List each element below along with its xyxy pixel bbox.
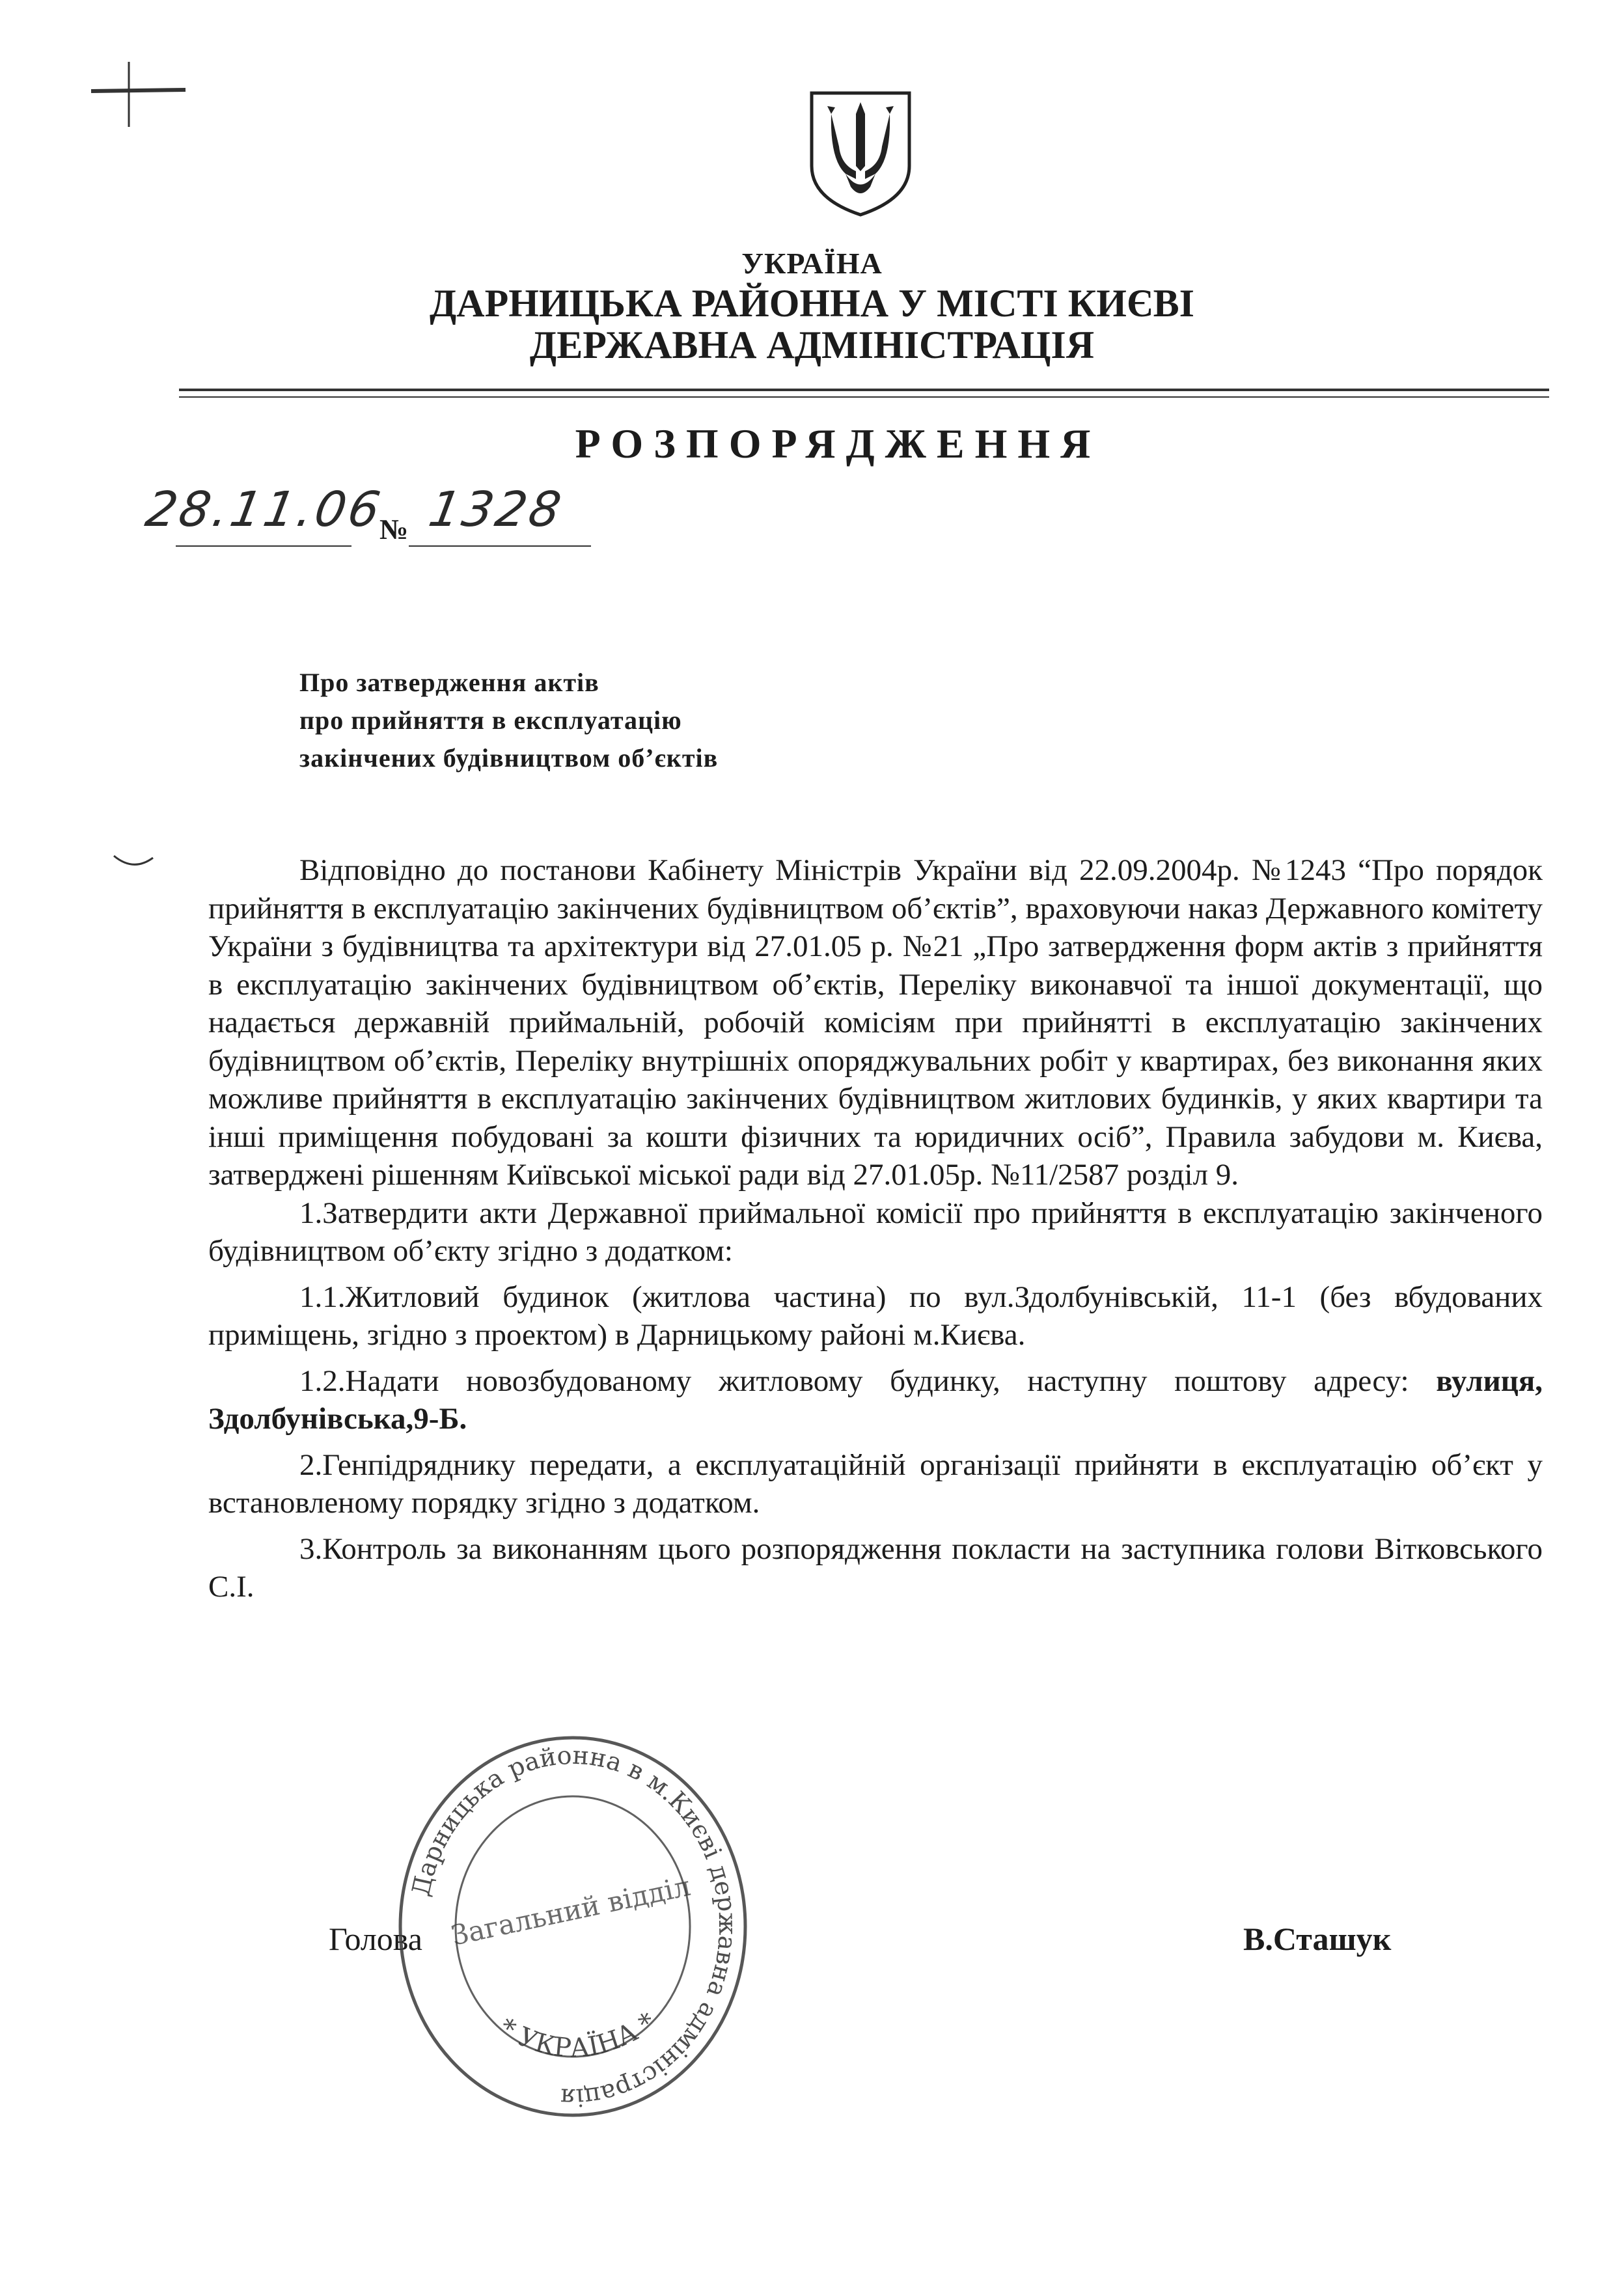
header-divider-thick bbox=[179, 389, 1549, 391]
subject-block bbox=[299, 664, 718, 777]
date-underline bbox=[176, 545, 351, 547]
item-1-2-paragraph bbox=[208, 1362, 1543, 1438]
stamp-inner-text: Загальний відділ bbox=[448, 1869, 694, 1952]
document-body bbox=[208, 851, 1543, 1606]
item-2-paragraph: 2.Генпідряднику передати, а експлуатаційній організації прийняти в експлуатацію об’єкт у встановленому порядку згідно з додатком. bbox=[208, 1447, 1543, 1520]
item-3-paragraph: 3.Контроль за виконанням цього розпорядження покласти на заступника голови Вітковського С.І. bbox=[208, 1531, 1543, 1604]
header-divider-thin bbox=[179, 396, 1549, 398]
preamble-paragraph: Відповідно до постанови Кабінету Міністрів України від 22.09.2004р. №1243 “Про порядок прийняття в експлуатацію закінчених будівництвом об’єктів”, враховуючи наказ Державного комітету України з будівництва та архітектури від 27.01.05 р. №21 „Про затвердження форм актів з прийняття в експлуатацію закінчених будівництвом об’єктів, Переліку виконавчої та іншої документації, що надається державній приймальній, робочій комісіям при прийнятті в експлуатацію закінчених будівництвом об’єктів, Переліку внутрішніх опоряджувальних робіт у квартирах, без виконання яких можливе прийняття в експлуатацію закінчених будівництвом житлових будинків, у яких квартири та інші приміщення побудовані за кошти фізичних та юридичних осіб”, Правила забудови м. Києва, затверджені рішенням Київської міської ради від 27.01.05р. №11/2587 розділ 9. bbox=[208, 853, 1543, 1192]
stamp-outer-text: Дарницька районна в м.Києві державна адміністрація bbox=[406, 1740, 743, 2113]
country-title: УКРАЇНА bbox=[741, 247, 883, 280]
organization-line-2: ДЕРЖАВНА АДМІНІСТРАЦІЯ bbox=[529, 323, 1095, 366]
signer-title: Голова bbox=[329, 1921, 422, 1957]
handwritten-date: 28.11.06 bbox=[141, 482, 387, 538]
number-label: № bbox=[379, 514, 409, 545]
item-1-1-paragraph: 1.1.Житловий будинок (житлова частина) по вул.Здолбунівській, 11-1 (без вбудованих приміщень, згідно з проектом) в Дарницькому районі м.Києва. bbox=[208, 1280, 1543, 1352]
official-stamp bbox=[391, 1725, 755, 2128]
stamp-bottom-text: * УКРАЇНА * bbox=[494, 2007, 661, 2064]
number-underline bbox=[409, 545, 591, 547]
signer-name: В.Сташук bbox=[1243, 1921, 1392, 1957]
subject-line: про прийняття в експлуатацію bbox=[299, 706, 682, 735]
item-1-2-text: 1.2.Надати новозбудованому житловому будинку, наступну поштову адресу: bbox=[299, 1364, 1437, 1398]
item-1-paragraph: 1.Затвердити акти Державної приймальної комісії про прийняття в експлуатацію закінченого будівництвом об’єкту згідно з додатком: bbox=[208, 1196, 1543, 1268]
trident-crest-icon bbox=[805, 88, 916, 218]
subject-line: закінчених будівництвом об’єктів bbox=[299, 743, 719, 773]
handwritten-number: 1328 bbox=[424, 482, 568, 538]
svg-text:* УКРАЇНА * bbox=[494, 2007, 661, 2064]
organization-line-1: ДАРНИЦЬКА РАЙОННА У МІСТІ КИЄВІ bbox=[429, 282, 1195, 325]
subject-line: Про затвердження актів bbox=[299, 668, 599, 697]
document-type: РОЗПОРЯДЖЕННЯ bbox=[575, 420, 1101, 467]
postal-address: вулиця, Здолбунівська,9-Б. bbox=[208, 1364, 1543, 1436]
